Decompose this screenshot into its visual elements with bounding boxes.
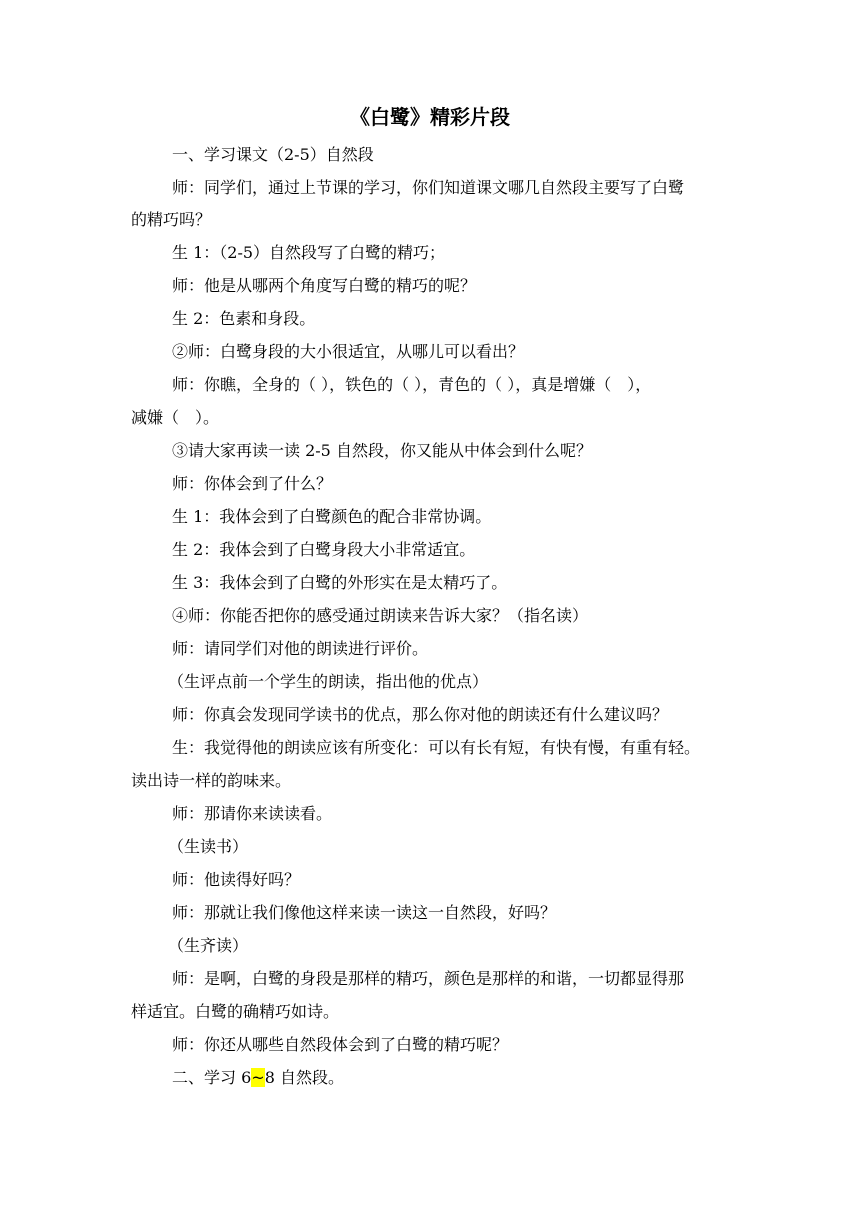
- paragraph-line: ②师：白鹭身段的大小很适宜，从哪儿可以看出？: [172, 342, 525, 361]
- paragraph-line: 师：请同学们对他的朗读进行评价。: [172, 639, 429, 658]
- section-heading-1: 一、学习课文（2-5）自然段: [172, 145, 374, 164]
- paragraph-line: 师：是啊，白鹭的身段是那样的精巧，颜色是那样的和谐，一切都显得那: [172, 969, 685, 988]
- paragraph-line: 减嫌（ ）。: [131, 408, 220, 427]
- paragraph-line: 生：我觉得他的朗读应该有所变化：可以有长有短，有快有慢，有重有轻。: [172, 738, 701, 757]
- paragraph-line: 师：那就让我们像他这样来读一读这一自然段，好吗？: [172, 903, 557, 922]
- paragraph-line: 师：那请你来读读看。: [172, 804, 333, 823]
- document-title: 《白鹭》精彩片段: [350, 105, 510, 129]
- paragraph-line: ④师：你能否把你的感受通过朗读来告诉大家？（指名读）: [172, 606, 589, 625]
- paragraph-line: 师：你真会发现同学读书的优点，那么你对他的朗读还有什么建议吗？: [172, 705, 669, 724]
- paragraph-line: 生 2：色素和身段。: [172, 309, 316, 328]
- section-heading-2-suffix: 8 自然段。: [264, 1068, 344, 1087]
- paragraph-line: 师：他是从哪两个角度写白鹭的精巧的呢？: [172, 276, 477, 295]
- paragraph-line: 师：他读得好吗？: [172, 870, 301, 889]
- paragraph-line: （生读书）: [168, 837, 249, 856]
- paragraph-line: 的精巧吗？: [131, 210, 212, 229]
- paragraph-line: 生 1：我体会到了白鹭颜色的配合非常协调。: [172, 507, 492, 526]
- paragraph-line: 师：你瞧，全身的（ ），铁色的（ ），青色的（ ），真是增嫌（ ），: [172, 375, 652, 394]
- paragraph-line: 样适宜。白鹭的确精巧如诗。: [131, 1002, 340, 1021]
- section-heading-2: [172, 1066, 344, 1090]
- section-heading-2-prefix: 二、学习 6: [172, 1068, 252, 1087]
- paragraph-line: 生 3：我体会到了白鹭的外形实在是太精巧了。: [172, 573, 508, 592]
- paragraph-line: （生齐读）: [168, 936, 249, 955]
- paragraph-line: 师：你体会到了什么？: [172, 474, 333, 493]
- paragraph-line: 生 2：我体会到了白鹭身段大小非常适宜。: [172, 540, 476, 559]
- paragraph-line: 师：同学们，通过上节课的学习，你们知道课文哪几自然段主要写了白鹭: [172, 178, 685, 197]
- paragraph-line: （生评点前一个学生的朗读，指出他的优点）: [168, 672, 489, 691]
- paragraph-line: 读出诗一样的韵味来。: [131, 771, 292, 790]
- paragraph-line: 师：你还从哪些自然段体会到了白鹭的精巧呢？: [172, 1035, 509, 1054]
- paragraph-line: 生 1：（2-5）自然段写了白鹭的精巧；: [172, 243, 446, 262]
- paragraph-line: ③请大家再读一读 2-5 自然段，你又能从中体会到什么呢？: [172, 441, 592, 460]
- highlighted-text: ~: [251, 1068, 265, 1087]
